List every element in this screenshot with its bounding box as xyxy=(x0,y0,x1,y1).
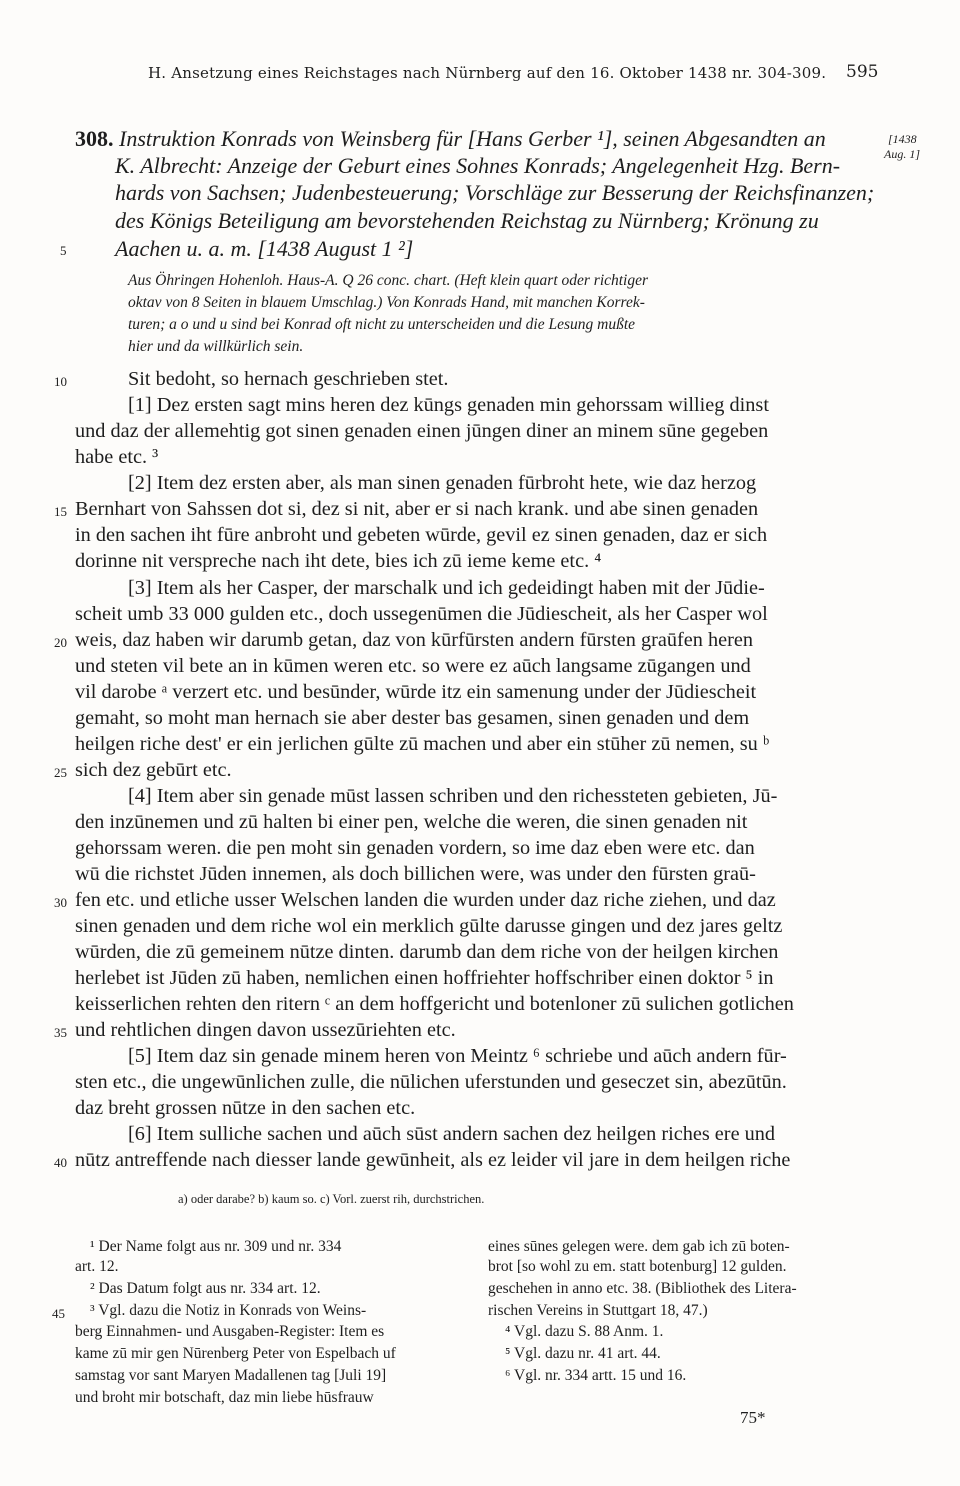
line-number-35: 35 xyxy=(54,1025,67,1040)
body-line-14: gemaht, so moht man hernach sie aber dester bas gesamen, sinen genaden und dem xyxy=(75,707,750,729)
body-line-9: [3] Item als her Casper, der marschalk und ich gedeidingt haben mit der Jūdie- xyxy=(128,577,765,599)
entry-heading-line-1 xyxy=(75,126,826,152)
sheet-signature: 75* xyxy=(740,1408,766,1427)
footnote-right-line-3: geschehen in anno etc. 38. (Bibliothek des Litera- xyxy=(488,1280,797,1297)
source-note-line-3: turen; a o und u sind bei Konrad oft nicht zu unterscheiden und die Lesung mußte xyxy=(128,316,636,333)
source-note-line-4: hier und da willkürlich sein. xyxy=(128,338,304,355)
body-line-4: habe etc. ³ xyxy=(75,446,159,468)
footnote-left-line-8: und broht mir botschaft, daz min liebe hūsfrauw xyxy=(75,1389,374,1406)
body-line-31: nūtz antreffende nach diesser lande gewūnheit, als ez leider vil jare in dem heilgen riche xyxy=(75,1149,791,1171)
body-line-30: [6] Item sulliche sachen und aūch sūst andern sachen dez heilgen riches ere und xyxy=(128,1123,776,1145)
body-line-28: sten etc., die ungewūnlichen zulle, die nūlichen uferstunden und geseczet sin, abezūtūn. xyxy=(75,1071,787,1093)
line-number-15: 15 xyxy=(54,504,67,519)
margin-date-year: [1438 xyxy=(888,132,917,146)
entry-heading-line-2: K. Albrecht: Anzeige der Geburt eines Sohnes Konrads; Angelegenheit Hzg. Bern- xyxy=(115,153,841,178)
body-line-26: und rehtlichen dingen davon ussezūriehten etc. xyxy=(75,1019,456,1041)
body-line-3: und daz der allemehtig got sinen genaden einen jūngen diner an minem sūne gegeben xyxy=(75,420,769,442)
footnote-right-line-6: ⁵ Vgl. dazu nr. 41 art. 44. xyxy=(505,1345,661,1362)
footnote-right-line-1: eines sūnes gelegen were. dem gab ich zū boten- xyxy=(488,1238,790,1255)
footnote-right-line-5: ⁴ Vgl. dazu S. 88 Anm. 1. xyxy=(505,1323,664,1340)
entry-heading-line-3: hards von Sachsen; Judenbesteuerung; Vorschläge zur Besserung der Reichsfinanzen; xyxy=(115,180,875,205)
line-number-30: 30 xyxy=(54,895,67,910)
body-line-19: gehorssam weren. die pen moht sin genaden vordern, so ime daz eben were etc. dan xyxy=(75,837,755,859)
body-line-29: daz breht grossen nūtze in den sachen etc. xyxy=(75,1097,416,1119)
footnote-left-line-7: samstag vor sant Maryen Madallenen tag [Juli 19] xyxy=(75,1367,387,1384)
body-line-22: sinen genaden und dem riche wol ein merklich gūlte darusse gingen und dez jares geltz xyxy=(75,915,783,937)
margin-date-day: Aug. 1] xyxy=(884,147,920,161)
footnote-right-line-2: brot [so wohl zu em. statt botenburg] 12 gulden. xyxy=(488,1258,787,1275)
source-note-line-1: Aus Öhringen Hohenloh. Haus-A. Q 26 conc. chart. (Heft klein quart oder richtiger xyxy=(128,272,649,289)
running-head: H. Ansetzung eines Reichstages nach Nürnberg auf den 16. Oktober 1438 nr. 304-309. xyxy=(148,64,827,82)
body-line-17: [4] Item aber sin genade mūst lassen schriben und den richessteten gebieten, Jū- xyxy=(128,785,778,807)
footnote-left-line-6: kame zū mir gen Nūrenberg Peter von Espelbach uf xyxy=(75,1345,396,1362)
source-note-line-2: oktav von 8 Seiten in blauem Umschlag.) Von Konrads Hand, mit manchen Korrek- xyxy=(128,294,645,311)
body-line-1: Sit bedoht, so hernach geschrieben stet. xyxy=(128,368,449,390)
body-line-16: sich dez gebūrt etc. xyxy=(75,759,232,781)
body-line-13: vil darobe ᵃ verzert etc. und besūnder, wūrde itz ein samenung under der Jūdiescheit xyxy=(75,681,757,703)
body-line-18: den inzūnemen und zū halten bi einer pen, welche die weren, die sinen genaden nit xyxy=(75,811,748,833)
body-line-8: dorinne nit verspreche nach iht dete, bies ich zū ieme keme etc. ⁴ xyxy=(75,550,602,572)
body-line-12: und steten vil bete an in kūmen weren etc. so were ez aūch langsame zūgangen und xyxy=(75,655,751,677)
footnote-left-line-5: berg Einnahmen- und Ausgaben-Register: Item es xyxy=(75,1323,385,1340)
body-line-23: wūrden, die zū gemeinem nūtze dinten. darumb dan dem riche von der heilgen kirchen xyxy=(75,941,779,963)
footnote-left-line-2: art. 12. xyxy=(75,1258,119,1275)
body-line-15: heilgen riche dest' er ein jerlichen gūlte zū machen und aber ein stūher zū nemen, su ᵇ xyxy=(75,733,770,755)
line-number-40: 40 xyxy=(54,1155,67,1170)
line-number-5: 5 xyxy=(60,243,67,258)
body-line-7: in den sachen iht fūre anbroht und gebeten wūrde, gevil ez sinen genaden, daz er sich xyxy=(75,524,768,546)
footnote-left-line-1: ¹ Der Name folgt aus nr. 309 und nr. 334 xyxy=(90,1238,342,1255)
body-line-27: [5] Item daz sin genade minem heren von Meintz ⁶ schriebe und aūch andern fūr- xyxy=(128,1045,787,1067)
body-line-25: keisserlichen rehten den ritern ᶜ an dem hoffgericht und botenloner zū sulichen gotlichen xyxy=(75,993,794,1015)
entry-heading-text-1: Instruktion Konrads von Weinsberg für [Hans Gerber ¹], seinen Abgesandten an xyxy=(119,126,826,151)
entry-heading-line-4: des Königs Beteiligung am bevorstehenden Reichstag zu Nürnberg; Krönung zu xyxy=(115,208,819,233)
body-line-11: weis, daz haben wir darumb getan, daz von kūrfūrsten andern fūrsten graūfen heren xyxy=(75,629,754,651)
body-line-10: scheit umb 33 000 gulden etc., doch ussegenūmen die Jūdiescheit, als her Casper wol xyxy=(75,603,768,625)
footnote-left-line-3: ² Das Datum folgt aus nr. 334 art. 12. xyxy=(90,1280,321,1297)
body-line-21: fen etc. und etliche usser Welschen landen die wurden under daz riche ziehen, und daz xyxy=(75,889,776,911)
body-line-24: herlebet ist Jūden zū haben, nemlichen einen hoffriehter hoffschriber einen doktor ⁵ in xyxy=(75,967,774,989)
body-line-2: [1] Dez ersten sagt mins heren dez kūngs genaden min gehorssam willieg dinst xyxy=(128,394,769,416)
line-number-25: 25 xyxy=(54,765,67,780)
line-number-20: 20 xyxy=(54,635,67,650)
body-line-5: [2] Item dez ersten aber, als man sinen genaden fūrbroht hete, wie daz herzog xyxy=(128,472,757,494)
footnote-left-line-4: ³ Vgl. dazu die Notiz in Konrads von Weins- xyxy=(90,1302,367,1319)
critical-apparatus: a) oder darabe? b) kaum so. c) Vorl. zuerst rih, durchstrichen. xyxy=(178,1192,485,1206)
entry-number: 308. xyxy=(75,126,114,151)
entry-heading-line-5: Aachen u. a. m. [1438 August 1 ²] xyxy=(115,236,414,261)
body-line-20: wū die richstet Jūden innemen, als doch billichen were, was under den fūrsten graū- xyxy=(75,863,756,885)
body-line-6: Bernhart von Sahssen dot si, dez si nit, aber er si nach krank. und abe sinen genaden xyxy=(75,498,759,520)
page-number: 595 xyxy=(846,62,879,82)
line-number-45: 45 xyxy=(52,1306,65,1321)
line-number-10: 10 xyxy=(54,374,67,389)
footnote-right-line-7: ⁶ Vgl. nr. 334 artt. 15 und 16. xyxy=(505,1367,687,1384)
footnote-right-line-4: rischen Vereins in Stuttgart 18, 47.) xyxy=(488,1302,708,1319)
